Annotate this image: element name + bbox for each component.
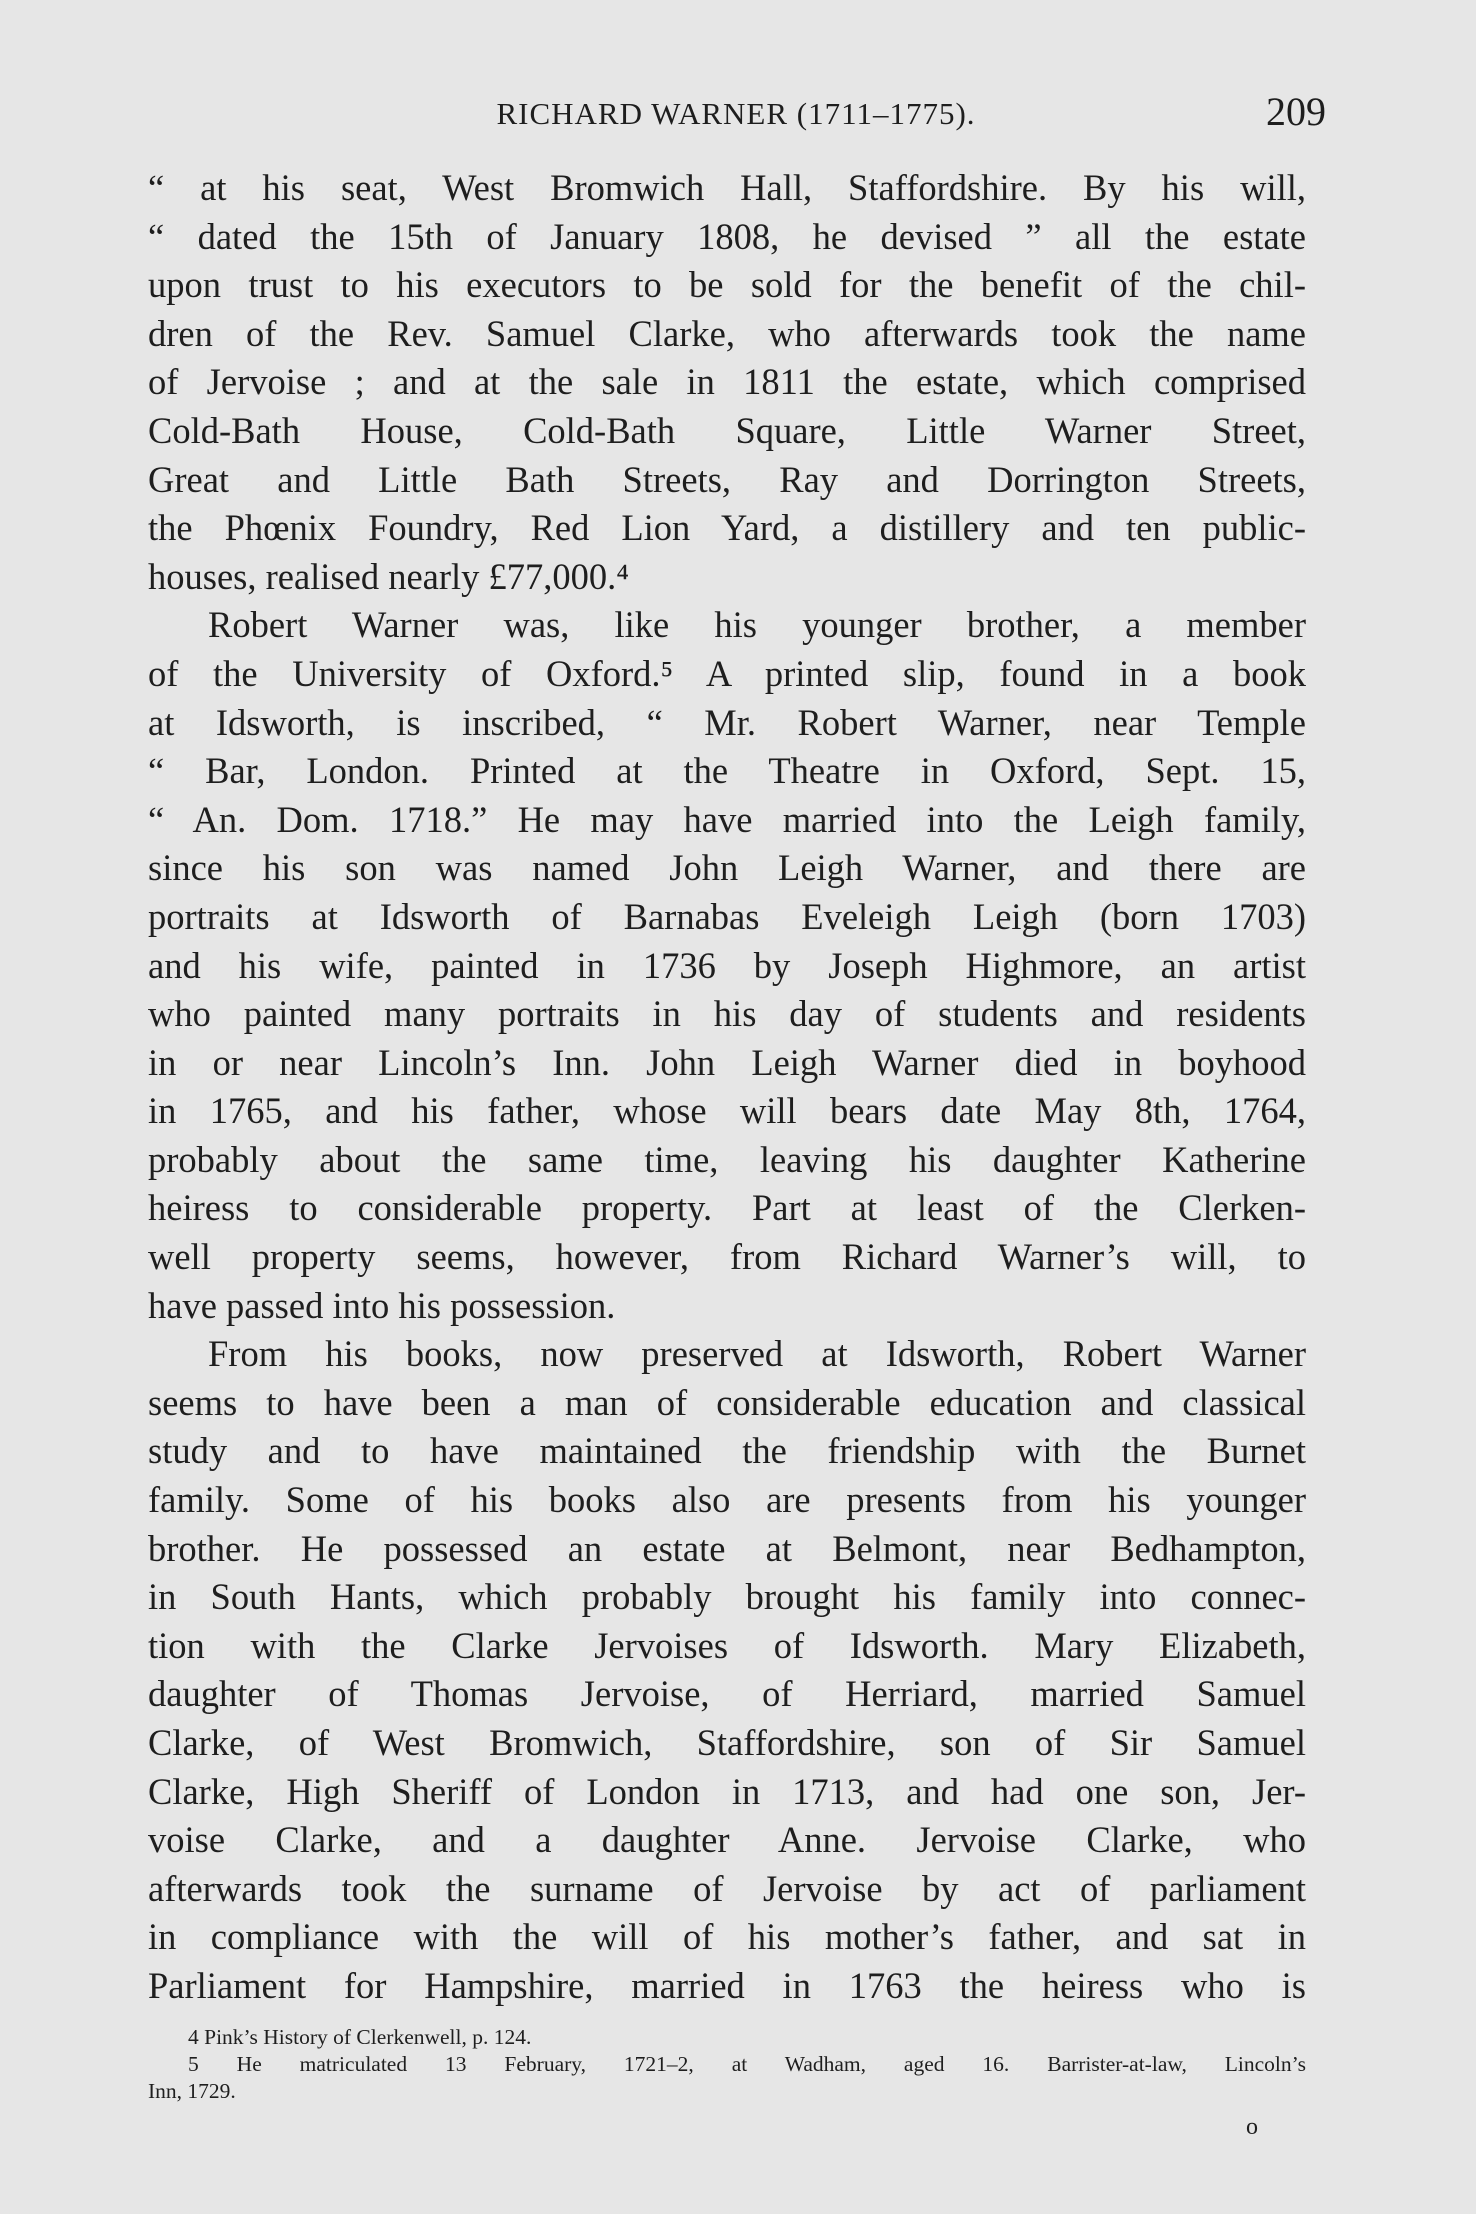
text-line: since his son was named John Leigh Warner, and there are [148,847,1306,889]
text-line: houses, realised nearly £77,000.⁴ [148,555,630,597]
footnotes [148,2024,1306,2105]
text-line: “ Bar, London. Printed at the Theatre in Oxford, Sept. 15, [148,750,1306,792]
text-line: the Phœnix Foundry, Red Lion Yard, a distillery and ten public- [148,507,1306,549]
footnote-4: 4 Pink’s History of Clerkenwell, p. 124. [188,2025,532,2049]
text-line: have passed into his possession. [148,1284,616,1326]
footnote-5: 5 He matriculated 13 February, 1721–2, at Wadham, aged 16. Barrister-at-law, Lincoln’s [188,2052,1306,2076]
text-line: portraits at Idsworth of Barnabas Eveleigh Leigh (born 1703) [148,895,1306,937]
text-line: and his wife, painted in 1736 by Joseph Highmore, an artist [148,944,1306,986]
signature-mark: o [1246,2114,1258,2140]
text-line: afterwards took the surname of Jervoise by act of parliament [148,1867,1306,1909]
text-line: in or near Lincoln’s Inn. John Leigh Warner died in boyhood [148,1041,1306,1083]
text-line: brother. He possessed an estate at Belmont, near Bedhampton, [148,1527,1306,1569]
text-line: in compliance with the will of his mother’s father, and sat in [148,1916,1306,1958]
text-line: in 1765, and his father, whose will bears date May 8th, 1764, [148,1090,1306,1132]
text-line: dren of the Rev. Samuel Clarke, who afterwards took the name [148,312,1306,354]
text-line: in South Hants, which probably brought his family into connec- [148,1576,1306,1618]
text-line: Cold-Bath House, Cold-Bath Square, Little Warner Street, [148,409,1306,451]
text-line: well property seems, however, from Richard Warner’s will, to [148,1236,1306,1278]
text-line: Parliament for Hampshire, married in 1763 the heiress who is [148,1964,1306,2006]
text-line: of Jervoise ; and at the sale in 1811 the estate, which comprised [148,361,1306,403]
text-line: study and to have maintained the friendship with the Burnet [148,1430,1306,1472]
text-line: “ An. Dom. 1718.” He may have married into the Leigh family, [148,798,1306,840]
text-line: family. Some of his books also are presents from his younger [148,1479,1306,1521]
running-title: RICHARD WARNER (1711–1775). [496,96,976,131]
text-line: From his books, now preserved at Idsworth, Robert Warner [208,1333,1306,1375]
footnote-5-continued: Inn, 1729. [148,2079,236,2103]
text-line: Clarke, of West Bromwich, Staffordshire, son of Sir Samuel [148,1722,1306,1763]
text-line: who painted many portraits in his day of students and residents [148,993,1306,1035]
text-line: probably about the same time, leaving his daughter Katherine [148,1138,1306,1180]
text-line: voise Clarke, and a daughter Anne. Jervoise Clarke, who [148,1819,1306,1861]
text-line: at Idsworth, is inscribed, “ Mr. Robert Warner, near Temple [148,701,1306,743]
text-line: heiress to considerable property. Part at least of the Clerken- [148,1187,1306,1229]
body-text [148,164,1306,2011]
text-line: Clarke, High Sheriff of London in 1713, and had one son, Jer- [148,1770,1306,1812]
text-line: “ dated the 15th of January 1808, he devised ” all the estate [148,215,1306,257]
text-line: upon trust to his executors to be sold for the benefit of the chil- [148,264,1306,306]
text-line: daughter of Thomas Jervoise, of Herriard, married Samuel [148,1673,1306,1715]
page-header [146,88,1326,148]
text-line: Great and Little Bath Streets, Ray and Dorrington Streets, [148,458,1306,500]
text-line: seems to have been a man of considerable education and classical [148,1381,1306,1423]
page-number: 209 [1266,89,1326,134]
text-line: tion with the Clarke Jervoises of Idsworth. Mary Elizabeth, [148,1624,1306,1666]
text-line: Robert Warner was, like his younger brother, a member [208,604,1306,646]
text-line: “ at his seat, West Bromwich Hall, Staffordshire. By his will, [148,167,1306,208]
text-line: of the University of Oxford.⁵ A printed slip, found in a book [148,652,1306,694]
